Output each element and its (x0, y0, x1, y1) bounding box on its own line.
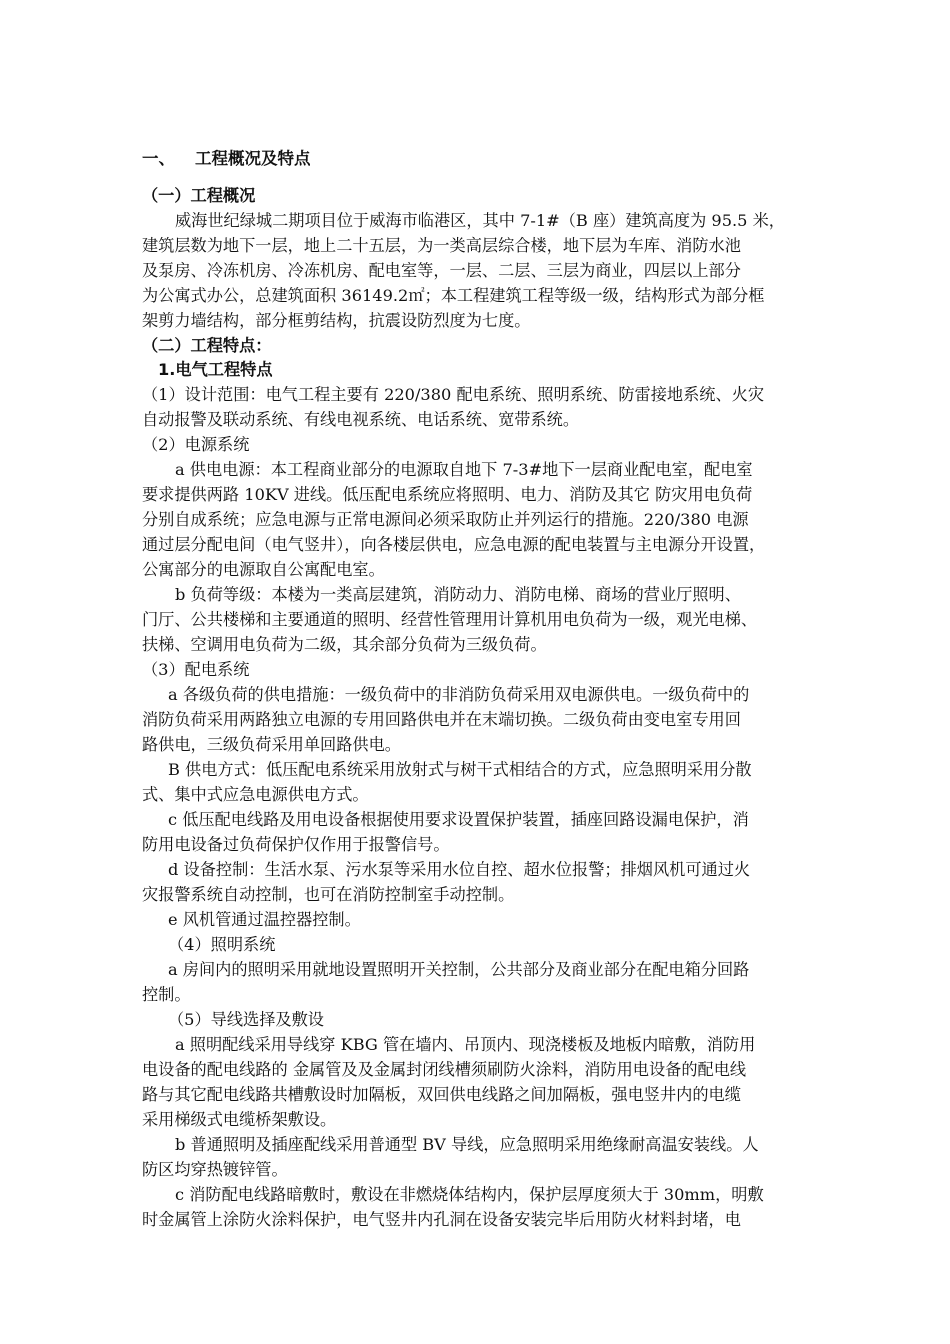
power-a-line-1: a 供电电源：本工程商业部分的电源取自地下 7-3#地下一层商业配电室，配电室 (175, 460, 753, 479)
wire-a-line-2: 电设备的配电线路的 金属管及及金属封闭线槽须刷防火涂料，消防用电设备的配电线 (142, 1060, 747, 1079)
wire-a-line-4: 采用梯级式电缆桥架敷设。 (142, 1110, 337, 1129)
dist-a-line-1: a 各级负荷的供电措施：一级负荷中的非消防负荷采用双电源供电。一级负荷中的 (168, 685, 750, 704)
dist-a-line-2: 消防负荷采用两路独立电源的专用回路供电并在末端切换。二级负荷由变电室专用回 (142, 710, 741, 729)
lighting-system-title: （4）照明系统 (168, 935, 276, 954)
power-a-line-3: 分别自成系统；应急电源与正常电源间必须采取防止并列运行的措施。220/380 电源 (142, 510, 749, 529)
distribution-system-title: （3）配电系统 (142, 660, 250, 679)
wiring-title: （5）导线选择及敷设 (168, 1010, 324, 1029)
wire-c-line-1: c 消防配电线路暗敷时，敷设在非燃烧体结构内，保护层厚度须大于 30mm，明敷 (175, 1185, 764, 1204)
power-b-line-2: 门厅、公共楼梯和主要通道的照明、经营性管理用计算机用电负荷为一级，观光电梯、 (142, 610, 758, 629)
wire-a-line-3: 路与其它配电线路共槽敷设时加隔板，双回供电线路之间加隔板，强电竖井内的电缆 (142, 1085, 741, 1104)
light-a-line-2: 控制。 (142, 985, 191, 1004)
wire-a-line-1: a 照明配线采用导线穿 KBG 管在墙内、吊顶内、现浇楼板及地板内暗敷，消防用 (175, 1035, 756, 1054)
dist-b-line-2: 式、集中式应急电源供电方式。 (142, 785, 369, 804)
section-number: 一、 (142, 149, 175, 168)
dist-d-line-1: d 设备控制：生活水泵、污水泵等采用水位自控、超水位报警；排烟风机可通过火 (168, 860, 751, 879)
wire-b-line-1: b 普通照明及插座配线采用普通型 BV 导线，应急照明采用绝缘耐高温安装线。人 (175, 1135, 759, 1154)
power-b-line-1: b 负荷等级：本楼为一类高层建筑，消防动力、消防电梯、商场的营业厅照明、 (175, 585, 741, 604)
subsection-2-heading: （二）工程特点： (142, 336, 272, 355)
overview-line-3: 及泵房、冷冻机房、冷冻机房、配电室等，一层、二层、三层为商业，四层以上部分 (142, 261, 741, 280)
dist-e-line: e 风机管通过温控器控制。 (168, 910, 361, 929)
power-a-line-2: 要求提供两路 10KV 进线。低压配电系统应将照明、电力、消防及其它 防灾用电负荷 (142, 485, 753, 504)
overview-line-5: 架剪力墙结构，部分框剪结构，抗震设防烈度为七度。 (142, 311, 531, 330)
dist-a-line-3: 路供电，三级负荷采用单回路供电。 (142, 735, 401, 754)
dist-d-line-2: 灾报警系统自动控制，也可在消防控制室手动控制。 (142, 885, 515, 904)
dist-b-line-1: B 供电方式：低压配电系统采用放射式与树干式相结合的方式，应急照明采用分散 (168, 760, 752, 779)
wire-b-line-2: 防区均穿热镀锌管。 (142, 1160, 288, 1179)
dist-c-line-2: 防用电设备过负荷保护仅作用于报警信号。 (142, 835, 450, 854)
power-a-line-4: 通过层分配电间（电气竖井），向各楼层供电，应急电源的配电装置与主电源分开设置， (142, 535, 766, 554)
electrical-features-heading: 1.电气工程特点 (158, 360, 273, 379)
overview-line-2: 建筑层数为地下一层，地上二十五层，为一类高层综合楼，地下层为车库、消防水池 (142, 236, 741, 255)
section-title: 工程概况及特点 (195, 149, 311, 168)
subsection-1-heading: （一）工程概况 (142, 186, 256, 205)
dist-c-line-1: c 低压配电线路及用电设备根据使用要求设置保护装置，插座回路设漏电保护，消 (168, 810, 749, 829)
overview-line-1: 威海世纪绿城二期项目位于威海市临港区，其中 7-1#（B 座）建筑高度为 95.5 米， (175, 211, 785, 230)
light-a-line-1: a 房间内的照明采用就地设置照明开关控制，公共部分及商业部分在配电箱分回路 (168, 960, 750, 979)
design-scope-line-1: （1）设计范围：电气工程主要有 220/380 配电系统、照明系统、防雷接地系统、火灾 (142, 385, 765, 404)
overview-line-4: 为公寓式办公，总建筑面积 36149.2㎡；本工程建筑工程等级一级，结构形式为部分框 (142, 286, 765, 305)
power-b-line-3: 扶梯、空调用电负荷为二级，其余部分负荷为三级负荷。 (142, 635, 547, 654)
power-a-line-5: 公寓部分的电源取自公寓配电室。 (142, 560, 385, 579)
power-system-title: （2）电源系统 (142, 435, 250, 454)
wire-c-line-2: 时金属管上涂防火涂料保护，电气竖井内孔洞在设备安装完毕后用防火材料封堵，电 (142, 1210, 741, 1229)
design-scope-line-2: 自动报警及联动系统、有线电视系统、电话系统、宽带系统。 (142, 410, 580, 429)
